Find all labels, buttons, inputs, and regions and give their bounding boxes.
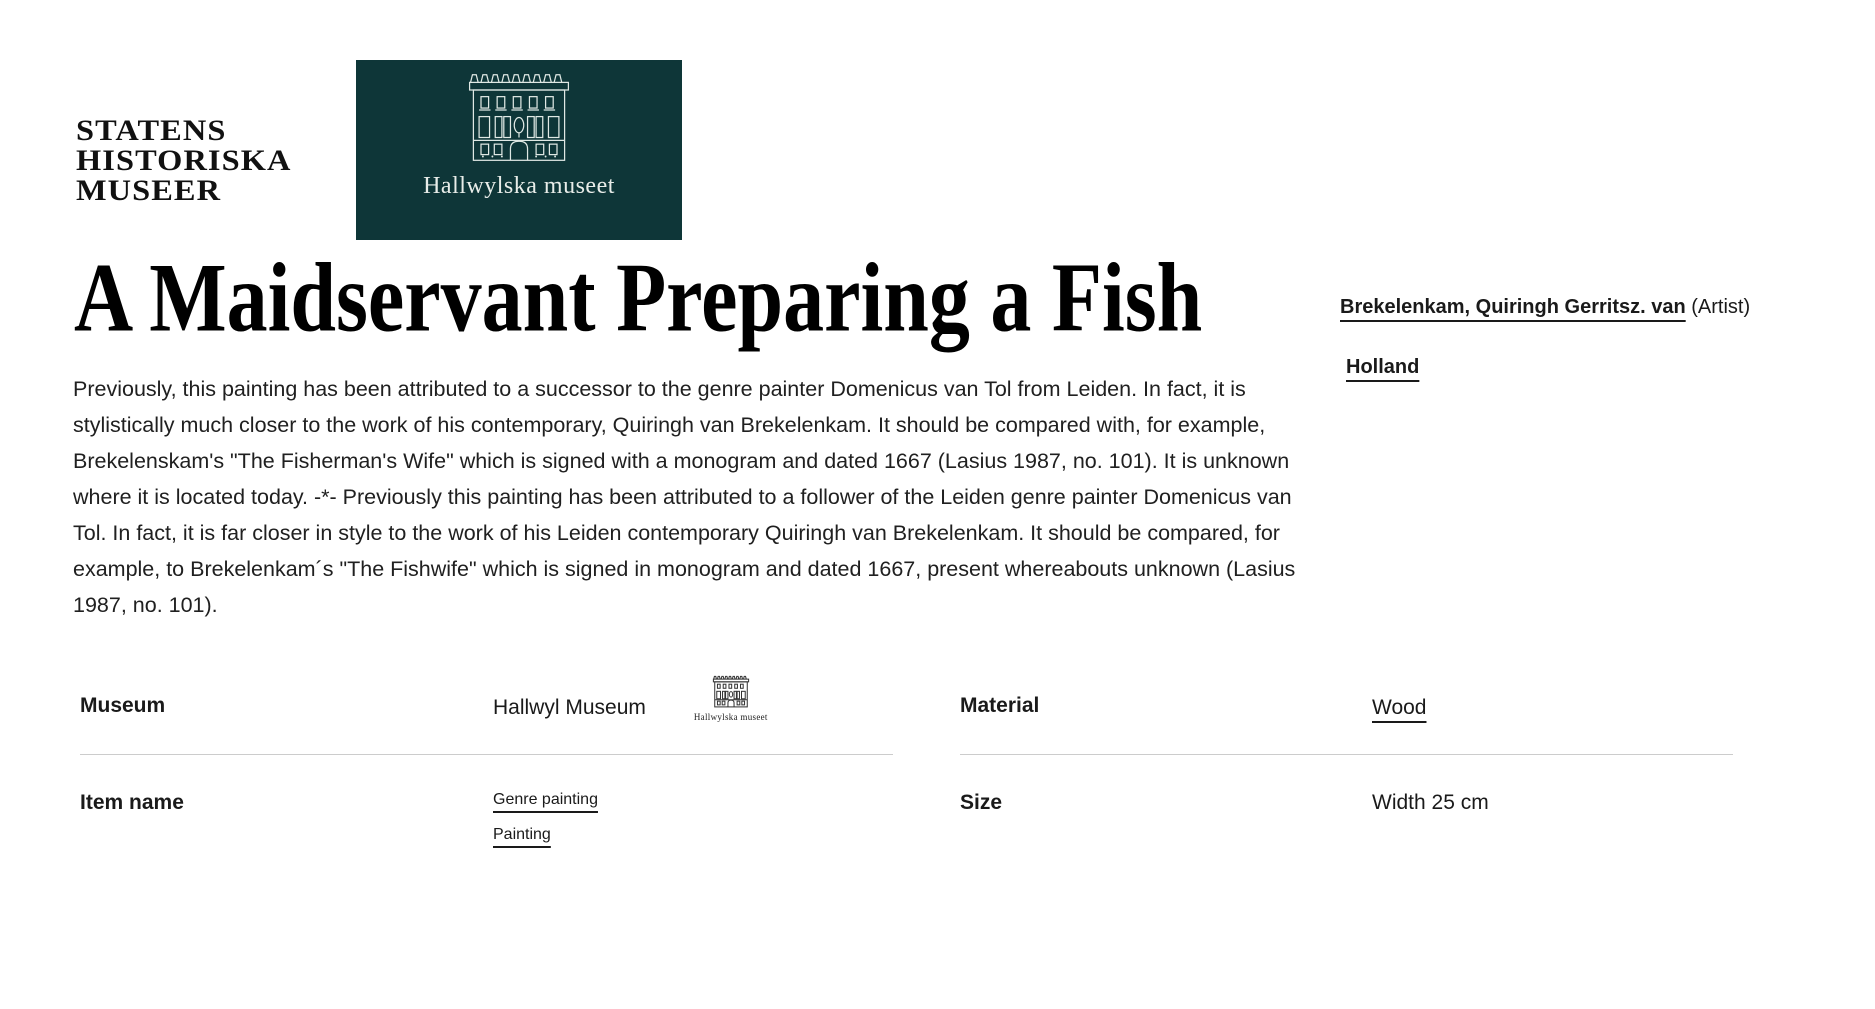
details-table-left — [80, 678, 893, 844]
item-name-label: Item name — [80, 791, 184, 814]
mini-building-facade-icon — [710, 675, 752, 709]
statens-historiska-museer-logo[interactable] — [76, 116, 291, 206]
size-label: Size — [960, 791, 1003, 814]
details-table-right — [960, 678, 1733, 815]
museum-value: Hallwyl Museum — [493, 696, 646, 719]
hallwylska-museet-banner[interactable] — [356, 60, 682, 240]
size-value: Width 25 cm — [1372, 791, 1489, 814]
org-logo-line-1: STATENS — [76, 114, 227, 147]
org-logo-line-2: HISTORISKA — [76, 144, 292, 177]
artist-line — [1340, 296, 1750, 319]
artwork-description: Previously, this painting has been attributed to a successor to the genre painter Domenicus van Tol from Leiden. In fact, it is stylistically much closer to the work of his contemporary, Quiringh van Brekelenkam. It should be compared with, for example, Brekelenskam's "The Fisherman's Wife" which is signed with a monogram and dated 1667 (Lasius 1987, no. 101). It is unknown where it is located today. -*- Previously this painting has been attributed to a follower of the Leiden genre painter Domenicus van Tol. In fact, it is far closer in style to the work of his Leiden contemporary Quiringh van Brekelenkam. It should be compared, for example, to Brekelenkam´s "The Fishwife" which is signed in monogram and dated 1667, present whereabouts unknown (Lasius 1987, no. 101). — [73, 377, 1296, 617]
material-row — [960, 678, 1733, 755]
item-link-genre-painting[interactable]: Genre painting — [493, 791, 598, 808]
origin-line — [1346, 356, 1750, 379]
size-row — [960, 755, 1733, 815]
artist-role: (Artist) — [1691, 296, 1751, 318]
museum-row — [80, 678, 893, 755]
page-title: A Maidservant Preparing a Fish — [74, 243, 1203, 353]
material-label: Material — [960, 694, 1040, 717]
origin-link[interactable]: Holland — [1346, 356, 1420, 378]
museum-label: Museum — [80, 694, 166, 717]
item-name-row — [80, 755, 893, 844]
artist-link[interactable]: Brekelenkam, Quiringh Gerritsz. van — [1340, 296, 1686, 318]
museum-mini-logo — [694, 675, 768, 722]
mini-logo-caption: Hallwylska museet — [693, 712, 768, 722]
material-link-wood[interactable]: Wood — [1372, 696, 1427, 719]
banner-caption: Hallwylska museet — [423, 173, 615, 199]
attribution-block — [1340, 296, 1750, 379]
building-facade-icon — [460, 71, 578, 166]
item-link-painting[interactable]: Painting — [493, 826, 551, 843]
org-logo-line-3: MUSEER — [76, 174, 222, 207]
